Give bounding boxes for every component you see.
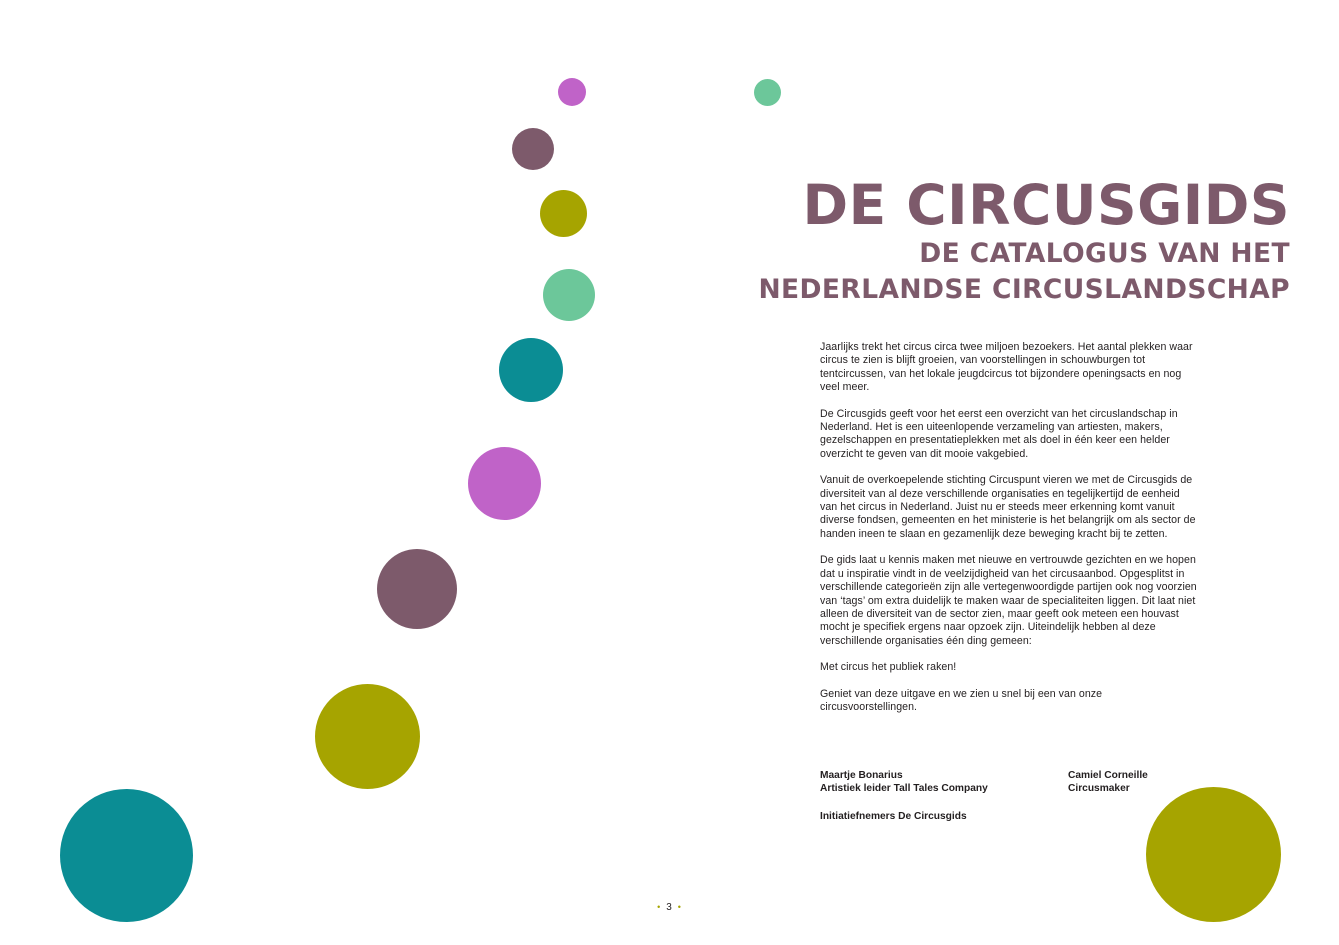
body-text bbox=[820, 341, 1198, 727]
bullet-right-icon: • bbox=[677, 902, 682, 913]
dot-mint-1 bbox=[543, 269, 595, 321]
dot-mint-small bbox=[754, 79, 781, 106]
page-subtitle-line2: NEDERLANDSE CIRCUSLANDSCHAP bbox=[758, 273, 1290, 305]
signature-left-name: Maartje Bonarius bbox=[820, 770, 903, 781]
page-title: DE CIRCUSGIDS bbox=[802, 173, 1290, 237]
page-number-value: 3 bbox=[666, 902, 673, 913]
signature-right-name: Camiel Corneille bbox=[1068, 770, 1148, 781]
paragraph-1: Jaarlijks trekt het circus circa twee miljoen bezoekers. Het aantal plekken waar circus te zien is blijft groeien, van voorstellingen in schouwburgen tot tentcircussen, van het lokale jeugdcircus tot bijzondere openingsacts en nog veel meer. bbox=[820, 341, 1193, 394]
page-subtitle-line1: DE CATALOGUS VAN HET bbox=[919, 238, 1290, 269]
signature-left bbox=[820, 769, 988, 795]
paragraph-4: De gids laat u kennis maken met nieuwe en vertrouwde gezichten en we hopen dat u inspiratie vindt in de veelzijdigheid van het circusaanbod. Opgesplitst in verschillende categorieën zijn alle vertegenwoordigde partijen ook nog voorzien van ‘tags’ om extra duidelijk te maken waar de specialiteiten liggen. Dit laat niet alleen de diversiteit van de sector zien, maar geeft ook meteen een houvast mocht je specifiek ergens naar opzoek zijn. Uiteindelijk hebben al deze verschillende organisaties één ding gemeen: bbox=[820, 554, 1197, 647]
signature-right-role: Circusmaker bbox=[1068, 783, 1130, 794]
signature-left-role: Artistiek leider Tall Tales Company bbox=[820, 783, 988, 794]
paragraph-6: Geniet van deze uitgave en we zien u snel bij een van onze circusvoorstellingen. bbox=[820, 687, 1103, 713]
signature-right bbox=[1068, 769, 1148, 795]
bullet-left-icon: • bbox=[657, 902, 662, 913]
dot-magenta-small bbox=[558, 78, 586, 106]
paragraph-3: Vanuit de overkoepelende stichting Circuspunt vieren we met de Circusgids de diversiteit van al deze verschillende organisaties en tegelijkertijd de eenheid van het circus in Nederland. Juist nu er steeds meer erkenning komt vanuit diverse fondsen, gemeenten en het ministerie is het belangrijk om als sector de handen ineen te slaan en gezamenlijk deze beweging kracht bij te zetten. bbox=[820, 474, 1196, 540]
signature-note: Initiatiefnemers De Circusgids bbox=[820, 811, 967, 822]
title-block bbox=[745, 173, 1290, 305]
dot-plum-2 bbox=[377, 549, 457, 629]
dot-olive-1 bbox=[540, 190, 587, 237]
paragraph-5: Met circus het publiek raken! bbox=[820, 661, 957, 674]
paragraph-2: De Circusgids geeft voor het eerst een overzicht van het circuslandschap in Nederland. Het is een uiteenlopende verzameling van artiesten, makers, gezelschappen en presentatieplekken met als doel in één keer een helder overzicht te geven van dit mooie vakgebied. bbox=[820, 407, 1178, 460]
page-number bbox=[0, 902, 1339, 913]
dot-magenta-1 bbox=[468, 447, 541, 520]
dot-olive-2 bbox=[315, 684, 420, 789]
dot-plum-1 bbox=[512, 128, 554, 170]
dot-teal-1 bbox=[499, 338, 563, 402]
